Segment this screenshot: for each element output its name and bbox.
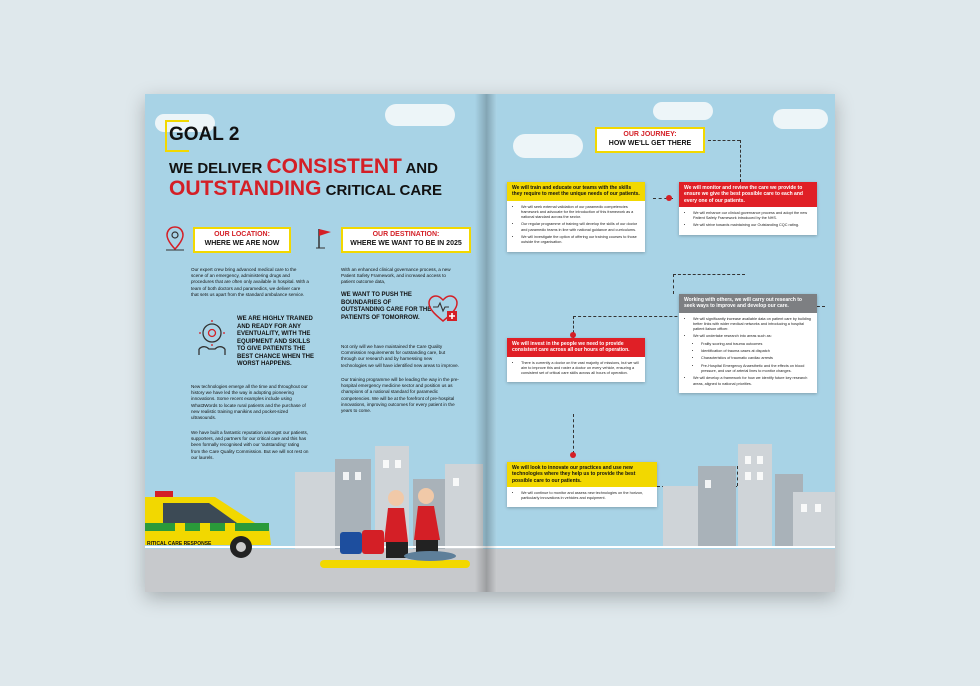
headline-part: AND xyxy=(401,160,438,177)
window xyxy=(343,472,349,480)
rapid-response-car xyxy=(145,479,275,559)
journey-box-heading: We will train and educate our teams with the skills they require to meet the unique needs of our patients. xyxy=(507,182,645,201)
car-label: RITICAL CARE RESPONSE xyxy=(147,541,212,547)
cloud xyxy=(653,102,713,120)
left-page xyxy=(145,94,483,592)
journey-box-list xyxy=(507,487,657,508)
list-item: • We will significantly increase available data on patient care by building better links with wider medical networks and introducing a hospital patient liaison officer. xyxy=(693,317,811,333)
journey-box-heading: Working with others, we will carry out research to seek ways to improve and develop our care. xyxy=(679,294,817,313)
connector xyxy=(573,414,574,454)
page-gutter xyxy=(475,94,497,592)
window xyxy=(705,480,711,488)
building xyxy=(663,486,703,548)
list-item: • Pre-Hospital Emergency Anaesthetic and the effects on blood pressure, and use of arterial lines to monitor changes. xyxy=(701,364,811,375)
road xyxy=(483,549,835,592)
destination-paragraph-2: Not only will we have maintained the Care Quality Commission requirements for outstanding care, but through our research and by harnessing new technologies we will have identified new areas to improve. xyxy=(341,344,459,368)
list-item: • We will strive towards maintaining our Outstanding CQC rating. xyxy=(693,223,811,228)
window xyxy=(745,456,751,464)
journey-box-monitor xyxy=(679,182,817,235)
connector xyxy=(740,140,741,182)
list-item: • Frailty scoring and trauma outcomes xyxy=(701,342,811,347)
location-pin-icon xyxy=(165,226,185,252)
window xyxy=(757,456,763,464)
journey-box-list xyxy=(507,357,645,383)
connector-dot xyxy=(666,195,672,201)
location-paragraph: Our expert crew bring advanced medical care to the scene of an emergency, administering drugs and procedures that are often only available in hospital. With a team of both doctors and paramedics, we deliver care that sets us apart from the standard ambulance service. xyxy=(191,267,309,297)
window xyxy=(395,460,401,468)
window xyxy=(355,472,361,480)
cloud xyxy=(385,104,455,126)
paramedics-illustration xyxy=(310,482,480,572)
journey-box-heading: We will invest in the people we need to provide consistent care across all our hours of operation. xyxy=(507,338,645,357)
list-item: • We will continue to monitor and assess new technologies on the horizon, particularly innovations in vehicles and equipment. xyxy=(521,491,651,502)
right-page xyxy=(483,94,835,592)
list-item: • We will undertake research into areas such as: xyxy=(693,334,811,339)
brochure-spread xyxy=(145,94,835,592)
building xyxy=(793,492,835,548)
journey-tag-title: OUR JOURNEY: xyxy=(623,131,677,138)
journey-tag xyxy=(595,127,705,153)
window xyxy=(383,460,389,468)
journey-box-invest xyxy=(507,338,645,382)
connector xyxy=(673,274,745,275)
road-edge xyxy=(483,546,835,548)
window xyxy=(801,504,807,512)
list-item: • Identification of trauma cases at dispatch xyxy=(701,349,811,354)
destination-tag xyxy=(341,227,471,253)
location-tag-subtitle: WHERE WE ARE NOW xyxy=(204,239,280,247)
connector-dot xyxy=(570,452,576,458)
journey-box-list xyxy=(679,313,817,393)
list-item: • There is currently a doctor on the vast majority of missions, but we will aim to improve this and roster a doctor on every vehicle, ensuring a consistent set of critical care skills across all hours of operation. xyxy=(521,361,639,377)
journey-box-list xyxy=(679,207,817,235)
destination-paragraph: With an enhanced clinical governance process, a new Patient Safety Framework, and increased access to patient outcome data, xyxy=(341,267,451,285)
journey-box-list xyxy=(507,201,645,252)
list-item: • We will enhance our clinical governance process and adopt the new Patient Safety Framework introduced by the NHS. xyxy=(693,211,811,222)
journey-tag-subtitle: HOW WE'LL GET THERE xyxy=(608,139,692,147)
building xyxy=(738,444,772,548)
journey-box-innovate xyxy=(507,462,657,507)
window xyxy=(815,504,821,512)
list-item: • Our regular programme of training will develop the skills of our doctor and paramedic teams in line with national guidance and curriculums. xyxy=(521,222,639,233)
journey-box-heading: We will monitor and review the care we provide to ensure we give the best possible care to each and every one of our patients. xyxy=(679,182,817,207)
list-item: • We will develop a framework for how we identify future key research areas, aligned to national priorities. xyxy=(693,376,811,387)
location-strong-statement: WE ARE HIGHLY TRAINED AND READY FOR ANY EVENTUALITY, WITH THE EQUIPMENT AND SKILLS TO GIVE PATIENTS THE BEST CHANCE WHEN THE WORST HAPPENS. xyxy=(237,316,315,367)
headline-highlight: OUTSTANDING xyxy=(169,177,322,201)
cloud xyxy=(513,134,583,158)
location-tag-title: OUR LOCATION: xyxy=(214,231,270,238)
heart-plus-icon xyxy=(427,294,459,324)
list-item: • Characteristics of traumatic cardiac arrests xyxy=(701,356,811,361)
location-paragraph-2: New technologies emerge all the time and throughout our history we have led the way in adopting pioneering innovations. Some recent examples include using What3Words to locate rural patients and the purchase of new realistic training manikins and pocket-sized ultrasounds. xyxy=(191,384,308,420)
window xyxy=(745,472,751,480)
destination-tag-title: OUR DESTINATION: xyxy=(372,231,440,238)
building xyxy=(698,466,736,548)
headline-highlight: CONSISTENT xyxy=(266,155,402,178)
journey-box-heading: We will look to innovate our practices and use new technologies where they help us to provide the best possible care to our patients. xyxy=(507,462,657,487)
headline-part: CRITICAL CARE xyxy=(321,182,442,200)
journey-box-research xyxy=(679,294,817,393)
headline-part: WE DELIVER xyxy=(169,160,267,177)
destination-tag-subtitle: WHERE WE WANT TO BE IN 2025 xyxy=(350,239,462,247)
destination-strong-statement: WE WANT TO PUSH THE BOUNDARIES OF OUTSTANDING CARE FOR THE PATIENTS OF TOMORROW. xyxy=(341,292,432,321)
flag-icon xyxy=(315,226,335,250)
window xyxy=(757,472,763,480)
lightbulb-gear-icon xyxy=(195,319,229,357)
cloud xyxy=(773,109,828,129)
goal-title: GOAL 2 xyxy=(169,124,240,145)
location-tag xyxy=(193,227,291,253)
page-headline xyxy=(169,156,469,200)
list-item: • We will investigate the option of offering our training courses to those outside the organisation. xyxy=(521,235,639,246)
connector xyxy=(708,140,740,141)
connector xyxy=(673,274,674,294)
list-item: • We will seek external validation of our paramedic competencies framework and advocate for the introduction of this framework as a national standard across the sector. xyxy=(521,205,639,221)
location-paragraph-3: We have built a fantastic reputation amongst our patients, supporters, and partners for our critical care and this has been formally recognised with our 'outstanding' rating from the Care Quality Commission. But we will not rest on our laurels. xyxy=(191,430,309,460)
journey-box-train xyxy=(507,182,645,252)
destination-paragraph-3: Our training programme will be leading the way in the pre-hospital emergency medicine sector and position us as champions of a national standard for paramedic competencies. We will be at the forefront of pre-hospital innovations, improving outcomes for every patient in the years to come. xyxy=(341,377,459,413)
